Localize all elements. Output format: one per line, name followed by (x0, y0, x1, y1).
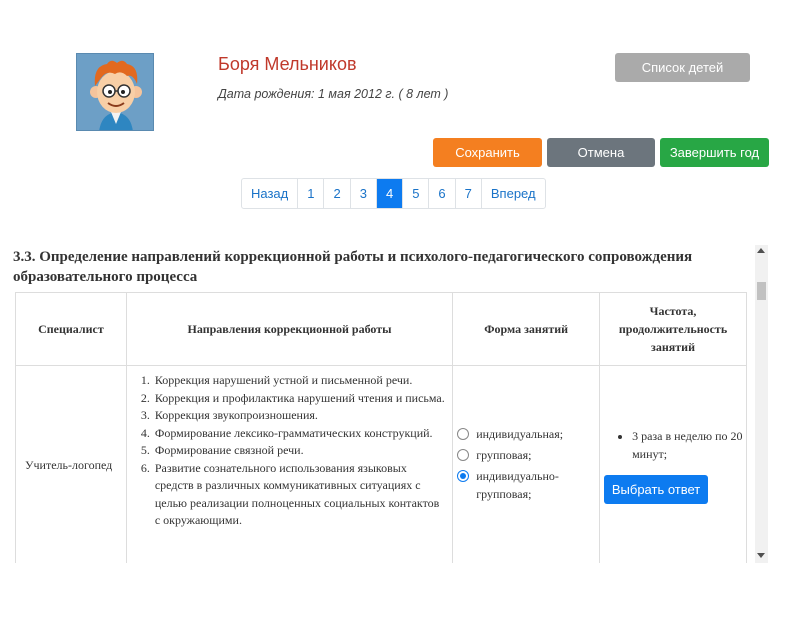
list-item: • 3 раза в неделю по 20 минут; (632, 427, 746, 463)
table-header-row (16, 293, 747, 366)
child-name: Боря Мельников (218, 54, 357, 74)
list-item: 6. Развитие сознательного использования языковых средств в различных коммуникативных ситуациях с целью реализации полноценных социальных контактов с окружающими. (153, 460, 446, 530)
section-content (13, 245, 755, 563)
section-title: 3.3. Определение направлений коррекционной работы и психолого-педагогического сопровождения образовательного процесса (13, 249, 693, 285)
radio-label: групповая; (476, 448, 532, 462)
form-option-individual[interactable] (453, 425, 595, 443)
radio-individual-group[interactable] (457, 470, 469, 482)
scroll-up-arrow-icon[interactable] (757, 248, 765, 253)
list-item: 2. Коррекция и профилактика нарушений чтения и письма. (153, 390, 446, 408)
list-item: 5. Формирование связной речи. (153, 442, 446, 460)
radio-individual[interactable] (457, 428, 469, 440)
scroll-thumb[interactable] (757, 282, 766, 300)
header-form: Форма занятий (453, 293, 600, 366)
cell-directions (126, 366, 452, 564)
frequency-list (600, 427, 746, 463)
page-5[interactable]: 5 (403, 179, 429, 208)
list-item: 3. Коррекция звукопроизношения. (153, 407, 446, 425)
boy-avatar-icon (77, 54, 154, 131)
pagination (241, 178, 546, 209)
scroll-down-arrow-icon[interactable] (757, 553, 765, 558)
page-2[interactable]: 2 (324, 179, 350, 208)
page-prev[interactable]: Назад (242, 179, 298, 208)
cell-form (453, 366, 600, 564)
page-6[interactable]: 6 (429, 179, 455, 208)
header-directions: Направления коррекционной работы (126, 293, 452, 366)
list-item: 1. Коррекция нарушений устной и письменной речи. (153, 372, 446, 390)
header-specialist: Специалист (16, 293, 127, 366)
choose-answer-button[interactable]: Выбрать ответ (604, 475, 708, 504)
children-list-button[interactable]: Список детей (615, 53, 750, 82)
radio-group[interactable] (457, 449, 469, 461)
correction-table (15, 292, 747, 563)
table-row (16, 366, 747, 564)
radio-label: индивидуальная; (476, 427, 564, 441)
page-4-current[interactable]: 4 (377, 179, 403, 208)
directions-list (131, 372, 446, 530)
cancel-button[interactable]: Отмена (547, 138, 655, 167)
header-frequency: Частота, продолжительность занятий (600, 293, 747, 366)
form-option-individual-group[interactable] (453, 467, 595, 503)
child-avatar (76, 53, 154, 131)
vertical-scrollbar[interactable] (755, 245, 768, 563)
cell-frequency (600, 366, 747, 564)
list-item: 4. Формирование лексико-грамматических конструкций. (153, 425, 446, 443)
page-3[interactable]: 3 (351, 179, 377, 208)
radio-label: индивидуально-групповая; (476, 469, 559, 501)
birth-date: Дата рождения: 1 мая 2012 г. ( 8 лет ) (218, 87, 449, 101)
form-option-group[interactable] (453, 446, 595, 464)
cell-specialist: Учитель-логопед (16, 366, 127, 564)
page-1[interactable]: 1 (298, 179, 324, 208)
save-button[interactable]: Сохранить (433, 138, 542, 167)
page-7[interactable]: 7 (456, 179, 482, 208)
page-next[interactable]: Вперед (490, 186, 536, 201)
finish-year-button[interactable]: Завершить год (660, 138, 769, 167)
